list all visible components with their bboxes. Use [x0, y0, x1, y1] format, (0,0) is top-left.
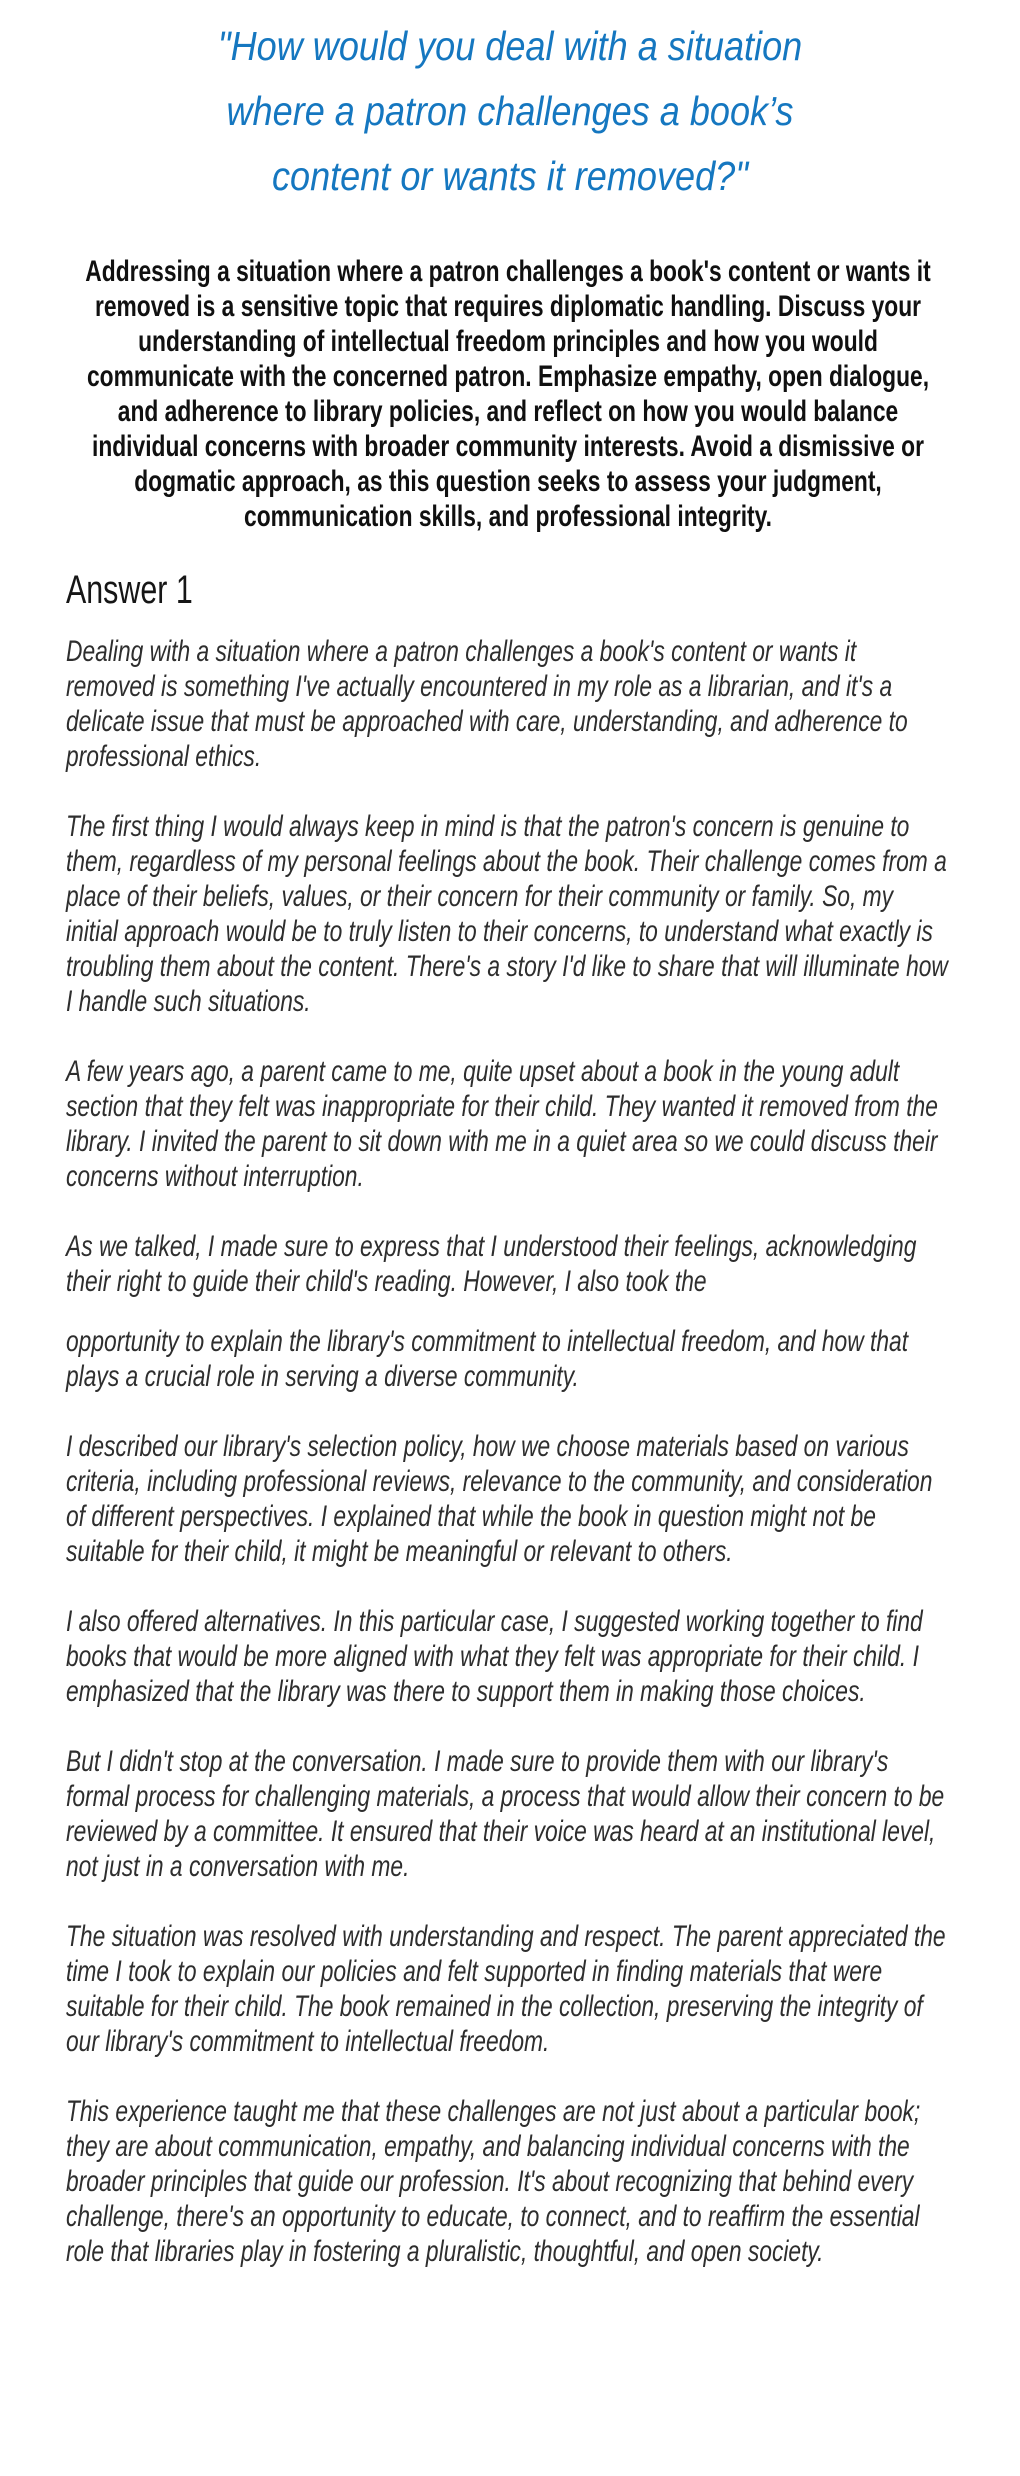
intro-paragraph: Addressing a situation where a patron challenges a book's content or wants it removed is a sensitive topic that requires diplomatic handling. Discuss your understanding of intellectual freedom principles and how you would communicate with the concerned patron. Emphasize empathy, open dialogue, and adherence to library policies, and reflect on how you would balance individual concerns with broader community interests. Avoid a dismissive or dogmatic approach, as this question seeks to assess your judgment, communication skills, and professional integrity.	[85, 255, 931, 533]
question-title-line-3: content or wants it removed?"	[271, 153, 749, 199]
question-title-line-2: where a patron challenges a book’s	[226, 88, 794, 134]
answer-paragraph: opportunity to explain the library's commitment to intellectual freedom, and how that plays a crucial role in serving a diverse community.	[66, 1325, 909, 1393]
answer-heading: Answer 1	[66, 568, 193, 612]
answer-paragraph: As we talked, I made sure to express that I understood their feelings, acknowledging their right to guide their child's reading. However, I also took the	[66, 1230, 917, 1298]
answer-paragraph: A few years ago, a parent came to me, quite upset about a book in the young adult section that they felt was inappropriate for their child. They wanted it removed from the library. I invited the parent to sit down with me in a quiet area so we could discuss their concerns without interruption.	[66, 1055, 938, 1193]
answer-paragraph: But I didn't stop at the conversation. I made sure to provide them with our library's formal process for challenging materials, a process that would allow their concern to be reviewed by a committee. It ensured that their voice was heard at an institutional level, not just in a conversation with me.	[66, 1745, 945, 1883]
question-title	[61, 14, 959, 209]
answer-paragraph: The situation was resolved with understanding and respect. The parent appreciated the time I took to explain our policies and felt supported in finding materials that were suitable for their child. The book remained in the collection, preserving the integrity of our library's commitment to intellectual freedom.	[66, 1920, 946, 2058]
answer-body	[66, 634, 950, 2269]
answer-paragraph: The first thing I would always keep in mind is that the patron's concern is genuine to them, regardless of my personal feelings about the book. Their challenge comes from a place of their beliefs, values, or their concern for their community or family. So, my initial approach would be to truly listen to their concerns, to understand what exactly is troubling them about the content. There's a story I'd like to share that will illuminate how I handle such situations.	[66, 810, 948, 1018]
answer-paragraph: This experience taught me that these challenges are not just about a particular book; they are about communication, empathy, and balancing individual concerns with the broader principles that guide our profession. It's about recognizing that behind every challenge, there's an opportunity to educate, to connect, and to reaffirm the essential role that libraries play in fostering a pluralistic, thoughtful, and open society.	[66, 2095, 921, 2268]
question-title-line-1: "How would you deal with a situation	[217, 23, 803, 69]
content-column	[66, 254, 950, 2269]
answer-paragraph: I described our library's selection policy, how we choose materials based on various criteria, including professional reviews, relevance to the community, and consideration of different perspectives. I explained that while the book in question might not be suitable for their child, it might be meaningful or relevant to others.	[66, 1430, 933, 1568]
answer-paragraph: Dealing with a situation where a patron challenges a book's content or wants it removed is something I've actually encountered in my role as a librarian, and it's a delicate issue that must be approached with care, understanding, and adherence to professional ethics.	[66, 635, 908, 773]
answer-paragraph: I also offered alternatives. In this particular case, I suggested working together to find books that would be more aligned with what they felt was appropriate for their child. I emphasized that the library was there to support them in making those choices.	[66, 1605, 923, 1708]
condensed-text-wrapper	[66, 254, 950, 2269]
